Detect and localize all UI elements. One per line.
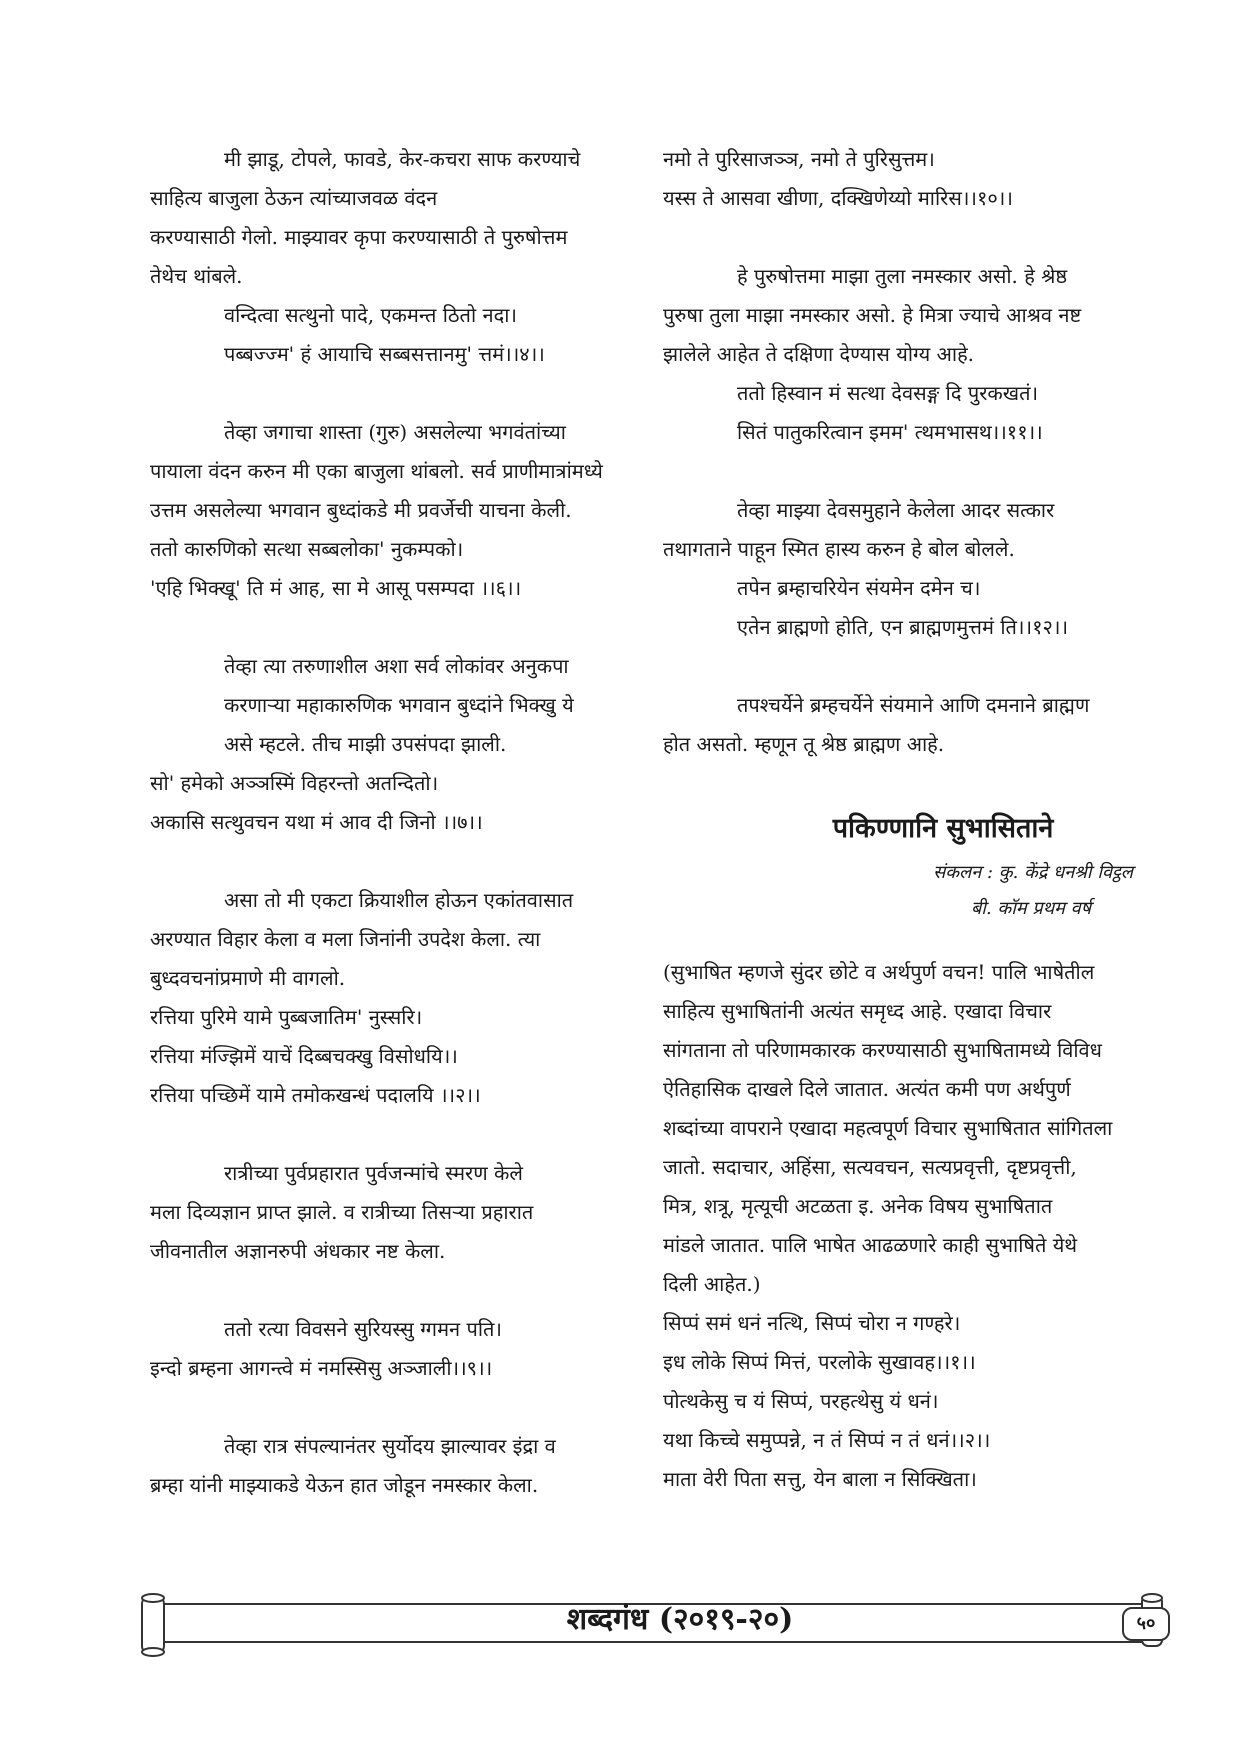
text-line: तेव्हा रात्र संपल्यानंतर सुर्योदय झाल्यावर इंद्रा व	[224, 1434, 556, 1458]
text-line: हे पुरुषोत्तमा माझा तुला नमस्कार असो. हे श्रेष्ठ	[737, 264, 1068, 288]
spacer	[150, 1388, 650, 1427]
text-line: असा तो मी एकटा क्रियाशील होऊन एकांतवासात	[224, 888, 574, 912]
spacer	[663, 927, 1163, 953]
right-column-verses	[663, 140, 1163, 764]
text-line: मांडले जातात. पालि भाषेत आढळणारे काही सुभाषिते येथे	[663, 1233, 1078, 1257]
text-line: उत्तम असलेल्या भगवान बुध्दांकडे मी प्रवर्जेची याचना केली.	[150, 498, 572, 522]
text-line: सितं पातुकरित्वान इमम' त्थमभासथ।।११।।	[737, 420, 1043, 444]
spacer	[150, 842, 650, 881]
text-line: अकासि सत्थुवचन यथा मं आव दी जिनो ।।७।।	[150, 810, 483, 834]
text-line: पोत्थकेसु च यं सिप्पं, परहत्थेसु यं धनं।	[663, 1389, 939, 1413]
spacer	[663, 452, 1163, 491]
text-line: रत्तिया पच्छिमें यामे तमोकखन्धं पदालयि ।।२।।	[150, 1083, 481, 1107]
text-line: इन्दो ब्रम्हना आगन्त्वे मं नमस्सिसु अञ्जाली।।९।।	[150, 1356, 493, 1380]
text-line: पुरुषा तुला माझा नमस्कार असो. हे मित्रा ज्याचे आश्रव नष्ट	[663, 303, 1082, 327]
text-line: सांगताना तो परिणामकारक करण्यासाठी सुभाषितामध्ये विविध	[663, 1038, 1102, 1062]
text-line: इध लोके सिप्पं मित्तं, परलोके सुखावह।।१।।	[663, 1350, 976, 1374]
page-number: ५०	[1136, 1613, 1156, 1634]
text-line: ब्रम्हा यांनी माझ्याकडे येऊन हात जोडून नमस्कार केला.	[150, 1473, 539, 1497]
text-line: जातो. सदाचार, अहिंसा, सत्यवचन, सत्यप्रवृत्ती, दृष्टप्रवृत्ती,	[663, 1155, 1077, 1179]
spacer	[150, 608, 650, 647]
text-line: एतेन ब्राह्मणो होति, एन ब्राह्मणमुत्तमं ति।।१२।।	[737, 615, 1069, 639]
text-line: करण्यासाठी गेलो. माझ्यावर कृपा करण्यासाठी ते पुरुषोत्तम	[150, 225, 568, 249]
text-line: यथा किच्चे समुप्पन्ने, न तं सिप्पं न तं धनं।।२।।	[663, 1428, 991, 1452]
text-line: ऐतिहासिक दाखले दिले जातात. अत्यंत कमी पण अर्थपुर्ण	[663, 1077, 1071, 1101]
text-line: तेव्हा माझ्या देवसमुहाने केलेला आदर सत्कार	[737, 498, 1055, 522]
right-column	[663, 140, 1163, 1499]
text-line: तेव्हा जगाचा शास्ता (गुरु) असलेल्या भगवंतांच्या	[224, 420, 566, 444]
text-line: ततो हिस्वान मं सत्था देवसङ्ग दि पुरकखतं।	[737, 381, 1039, 405]
text-line: करणाऱ्या महाकारुणिक भगवान बुध्दांने भिक्खु ये	[224, 693, 574, 717]
text-line: सो' हमेको अञ्ञस्मिं विहरन्तो अतन्दितो।	[150, 771, 439, 795]
text-line: साहित्य बाजुला ठेऊन त्यांच्याजवळ वंदन	[150, 186, 438, 210]
spacer	[663, 764, 1163, 803]
text-line: रत्तिया मंज्झिमें याचें दिब्बचक्खु विसोधयि।।	[150, 1044, 458, 1068]
text-line: ततो रत्या विवसने सुरियस्सु ग्गमन पति।	[224, 1317, 503, 1341]
page-footer	[140, 1592, 1180, 1662]
text-line: नमो ते पुरिसाजञ्ञ, नमो ते पुरिसुत्तम।	[663, 147, 935, 171]
text-line: ततो कारुणिको सत्था सब्बलोका' नुकम्पको।	[150, 537, 464, 561]
text-line: तथागताने पाहून स्मित हास्य करुन हे बोल बोलले.	[663, 537, 1015, 561]
text-line: असे म्हटले. तीच माझी उपसंपदा झाली.	[224, 732, 507, 756]
text-line: तेथेच थांबले.	[150, 264, 243, 288]
spacer	[150, 374, 650, 413]
text-line: रात्रीच्या पुर्वप्रहारात पुर्वजन्मांचे स्मरण केले	[224, 1161, 523, 1185]
subhashit-section	[663, 953, 1163, 1499]
text-line: तेव्हा त्या तरुणाशील अशा सर्व लोकांवर अनुकपा	[224, 654, 569, 678]
text-line: होत असतो. म्हणून तू श्रेष्ठ ब्राह्मण आहे.	[663, 732, 945, 756]
text-line: सिप्पं समं धनं नत्थि, सिप्पं चोरा न गण्हरे।	[663, 1311, 961, 1335]
text-line: झालेले आहेत ते दक्षिणा देण्यास योग्य आहे.	[663, 342, 975, 366]
spacer	[150, 1115, 650, 1154]
spacer	[150, 1271, 650, 1310]
text-line: शब्दांच्या वापराने एखादा महत्वपूर्ण विचार सुभाषितात सांगितला	[663, 1116, 1113, 1140]
spacer	[663, 647, 1163, 686]
text-line: 'एहि भिक्खू' ति मं आह, सा मे आसू पसम्पदा ।।६।।	[150, 576, 522, 600]
publication-title: शब्दगंध (२०१९-२०)	[566, 1602, 794, 1637]
text-line: रत्तिया पुरिमे यामे पुब्बजातिम' नुस्सरि।	[150, 1005, 423, 1029]
text-line: मी झाडू, टोपले, फावडे, केर-कचरा साफ करण्याचे	[224, 147, 581, 171]
text-line: बुध्दवचनांप्रमाणे मी वागलो.	[150, 966, 346, 990]
text-line: दिली आहेत.)	[663, 1272, 761, 1296]
compiler-class: बी. कॉम प्रथम वर्ष	[971, 898, 1091, 919]
text-line: साहित्य सुभाषितांनी अत्यंत समृध्द आहे. एखादा विचार	[663, 999, 1052, 1023]
text-line: तपश्चर्येने ब्रम्हचर्येने संयमाने आणि दमनाने ब्राह्मण	[737, 693, 1090, 717]
spacer	[663, 218, 1163, 257]
text-line: मला दिव्यज्ञान प्राप्त झाले. व रात्रीच्या तिसऱ्या प्रहारात	[150, 1200, 534, 1224]
text-line: मित्र, शत्रू, मृत्यूची अटळता इ. अनेक विषय सुभाषितात	[663, 1194, 1053, 1218]
text-line: पब्बज्ज्म' हं आयाचि सब्बसत्तानमु' त्तमं।।४।।	[224, 342, 545, 366]
text-line: जीवनातील अज्ञानरुपी अंधकार नष्ट केला.	[150, 1239, 446, 1263]
section-heading: पकिण्णानि सुभासिताने	[832, 813, 1054, 844]
text-line: (सुभाषित म्हणजे सुंदर छोटे व अर्थपुर्ण वचन! पालि भाषेतील	[663, 960, 1095, 984]
text-line: पायाला वंदन करुन मी एका बाजुला थांबलो. सर्व प्राणीमात्रांमध्ये	[150, 459, 603, 483]
text-line: तपेन ब्रम्हाचरियेन संयमेन दमेन च।	[737, 576, 981, 600]
text-line: वन्दित्वा सत्थुनो पादे, एकमन्त ठितो नदा।	[224, 303, 517, 327]
text-line: यस्स ते आसवा खीणा, दक्खिणेय्यो मारिस।।१०।।	[663, 186, 1013, 210]
text-line: माता वेरी पिता सत्तु, येन बाला न सिक्खिता।	[663, 1467, 977, 1491]
compiler-credit: संकलन : कु. केंद्रे धनश्री विट्ठल	[933, 862, 1133, 883]
text-line: अरण्यात विहार केला व मला जिनांनी उपदेश केला. त्या	[150, 927, 541, 951]
left-column	[150, 140, 650, 1505]
